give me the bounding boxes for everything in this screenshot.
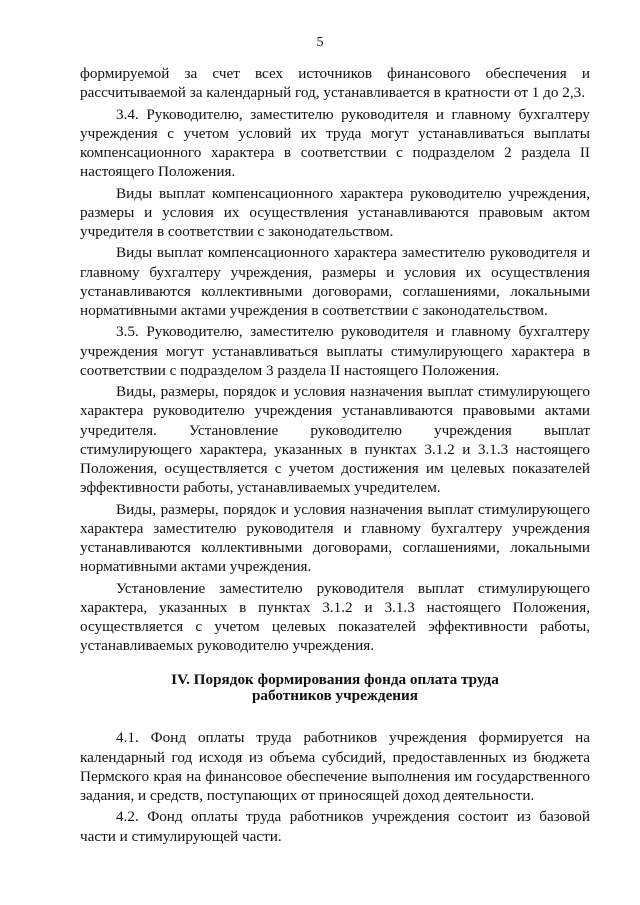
section-iv-body (80, 728, 590, 845)
paragraph: Виды выплат компенсационного характера руководителю учреждения, размеры и условия их осуществления устанавливаются правовым актом учредителя в соответствии с законодательством. (80, 184, 590, 240)
paragraph: 3.4. Руководителю, заместителю руководителя и главному бухгалтеру учреждения с учетом условий их труда могут устанавливаться выплаты компенсационного характера в соответствии с подразделом 2 раздела II настоящего Положения. (80, 105, 590, 181)
paragraph: Виды, размеры, порядок и условия назначения выплат стимулирующего характера заместителю руководителя и главному бухгалтеру учреждения устанавливаются коллективными договорами, соглашениями, локальными нормативными актами учреждения. (80, 500, 590, 576)
section-iii-continuation (80, 64, 590, 655)
paragraph: Установление заместителю руководителя выплат стимулирующего характера, указанных в пунктах 3.1.2 и 3.1.3 настоящего Положения, осуществляется с учетом целевых показателей эффективности работы, устанавливаемых руководителю учреждения. (80, 579, 590, 655)
paragraph: Виды выплат компенсационного характера заместителю руководителя и главному бухгалтеру учреждения, размеры и условия их осуществления устанавливаются коллективными договорами, соглашениями, локальными нормативными актами учреждения в соответствии с законодательством. (80, 244, 590, 319)
section-heading (80, 672, 590, 704)
section-heading-line-1: IV. Порядок формирования фонда оплата труда (171, 671, 499, 689)
paragraph: Виды, размеры, порядок и условия назначения выплат стимулирующего характера руководителю учреждения устанавливаются правовыми актами учредителя. Установление руководителю учреждения выплат стимулирующего характера, указанных в пунктах 3.1.2 и 3.1.3 настоящего Положения, осуществляется с учетом достижения им целевых показателей эффективности работы, устанавливаемых учредителем. (80, 383, 590, 497)
page-number: 5 (316, 35, 324, 50)
document-body (80, 64, 590, 848)
paragraph: 3.5. Руководителю, заместителю руководителя и главному бухгалтеру учреждения могут устанавливаться выплаты стимулирующего характера в соответствии с подразделом 3 раздела II настоящего Положения. (80, 323, 590, 379)
section-heading-line-2: работников учреждения (251, 687, 419, 705)
paragraph: формируемой за счет всех источников финансового обеспечения и рассчитываемой за календарный год, устанавливается в кратности от 1 до 2,3. (80, 65, 590, 102)
paragraph: 4.2. Фонд оплаты труда работников учреждения состоит из базовой части и стимулирующей части. (80, 808, 590, 845)
paragraph: 4.1. Фонд оплаты труда работников учреждения формируется на календарный год исходя из объема субсидий, предоставленных из бюджета Пермского края на финансовое обеспечение выполнения им государственного задания, и средств, поступающих от приносящей доход деятельности. (80, 729, 590, 805)
